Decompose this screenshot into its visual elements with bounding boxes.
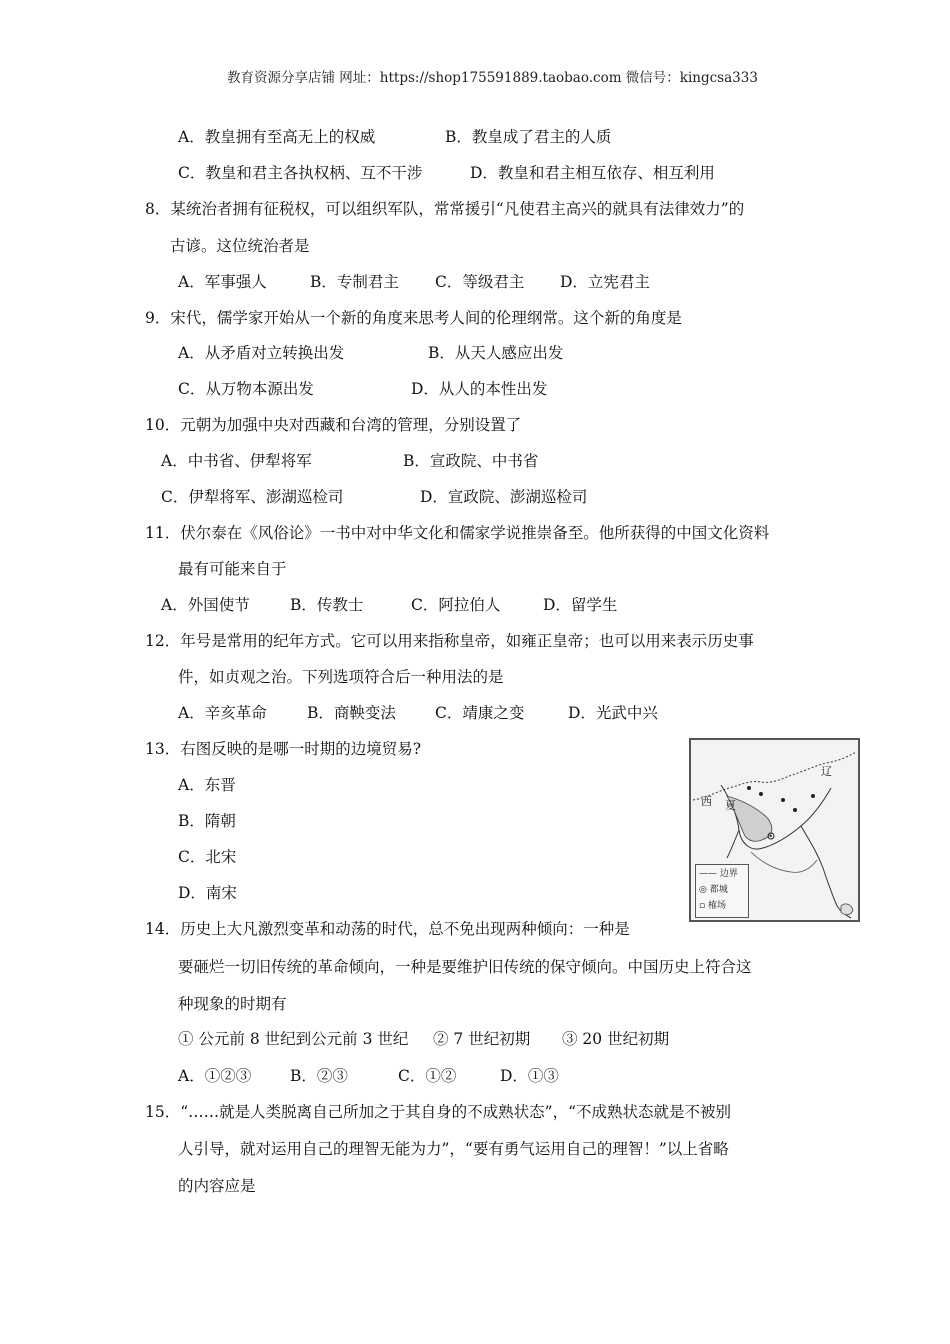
q10-option-d: D．宣政院、澎湖巡检司 (420, 488, 588, 506)
q7-option-c: C．教皇和君主各执权柄、互不干涉 (178, 164, 423, 182)
q15-stem-cont: 人引导，就对运用自己的理智无能为力”，“要有勇气运用自己的理智！”以上省略 (178, 1140, 729, 1158)
q12-option-d: D．光武中兴 (568, 704, 658, 722)
legend-border: —— 边界 (699, 869, 738, 879)
q7-option-a: A．教皇拥有至高无上的权威 (178, 128, 376, 146)
q8-option-c: C．等级君主 (435, 273, 525, 291)
q7-option-b: B．教皇成了君主的人质 (445, 128, 612, 146)
map-label-xi: 西 (701, 795, 712, 808)
q10-option-a: A．中书省、伊犁将军 (161, 452, 312, 470)
q10-option-c: C．伊犁将军、澎湖巡检司 (161, 488, 344, 506)
q14-item-3: ③ 20 世纪初期 (562, 1030, 670, 1048)
q12-option-b: B．商鞅变法 (307, 704, 396, 722)
q9-stem: 9．宋代，儒学家开始从一个新的角度来思考人间的伦理纲常。这个新的角度是 (145, 309, 682, 327)
legend-capital: ◎ 都城 (699, 885, 728, 895)
q13-option-d: D．南宋 (178, 884, 237, 902)
q13-stem: 13．右图反映的是哪一时期的边境贸易? (145, 740, 422, 758)
q9-option-c: C．从万物本源出发 (178, 380, 314, 398)
legend-trade-post: ▫ 榷场 (699, 901, 726, 911)
q8-option-a: A．军事强人 (178, 273, 267, 291)
q13-option-c: C．北宋 (178, 848, 237, 866)
q8-stem: 8．某统治者拥有征税权，可以组织军队，常常援引“凡使君主高兴的就具有法律效力”的 (145, 200, 745, 218)
q11-option-d: D．留学生 (543, 596, 618, 614)
q7-option-d: D．教皇和君主相互依存、相互利用 (470, 164, 715, 182)
q14-stem-cont-2: 种现象的时期有 (178, 995, 287, 1013)
q14-option-c: C．①② (398, 1067, 457, 1085)
q11-stem-cont: 最有可能来自于 (178, 560, 287, 578)
q13-option-a: A．东晋 (178, 776, 236, 794)
q15-stem: 15．“……就是人类脱离自己所加之于其自身的不成熟状态”，“不成熟状态就是不被别 (145, 1103, 731, 1121)
map-label-liao: 辽 (821, 765, 832, 778)
q14-item-2: ② 7 世纪初期 (433, 1030, 531, 1048)
q8-stem-cont: 古谚。这位统治者是 (170, 237, 310, 255)
q11-option-c: C．阿拉伯人 (411, 596, 501, 614)
q14-option-d: D．①③ (500, 1067, 559, 1085)
q12-stem: 12．年号是常用的纪年方式。它可以用来指称皇帝，如雍正皇帝；也可以用来表示历史事 (145, 632, 754, 650)
q14-stem: 14．历史上大凡激烈变革和动荡的时代，总不免出现两种倾向：一种是 (145, 920, 630, 938)
map-legend (695, 864, 749, 918)
q10-stem: 10．元朝为加强中央对西藏和台湾的管理，分别设置了 (145, 416, 522, 434)
q11-option-b: B．传教士 (290, 596, 364, 614)
q11-option-a: A．外国使节 (161, 596, 250, 614)
q9-option-b: B．从天人感应出发 (428, 344, 564, 362)
q10-option-b: B．宣政院、中书省 (403, 452, 539, 470)
q13-option-b: B．隋朝 (178, 812, 236, 830)
q15-stem-cont-2: 的内容应是 (178, 1177, 256, 1195)
song-border-map-figure (689, 738, 860, 922)
q14-option-a: A．①②③ (178, 1067, 252, 1085)
map-label-xia: 夏 (725, 799, 736, 812)
q14-item-1: ① 公元前 8 世纪到公元前 3 世纪 (178, 1030, 409, 1048)
q12-option-a: A．辛亥革命 (178, 704, 267, 722)
q8-option-b: B．专制君主 (310, 273, 399, 291)
q9-option-a: A．从矛盾对立转换出发 (178, 344, 345, 362)
q14-option-b: B．②③ (290, 1067, 348, 1085)
q9-option-d: D．从人的本性出发 (411, 380, 548, 398)
q11-stem: 11．伏尔泰在《风俗论》一书中对中华文化和儒家学说推崇备至。他所获得的中国文化资料 (145, 524, 770, 542)
q12-option-c: C．靖康之变 (435, 704, 525, 722)
q12-stem-cont: 件，如贞观之治。下列选项符合后一种用法的是 (178, 668, 504, 686)
q14-stem-cont: 要砸烂一切旧传统的革命倾向，一种是要维护旧传统的保守倾向。中国历史上符合这 (178, 958, 752, 976)
page-header: 教育资源分享店铺 网址：https://shop175591889.taobao.com 微信号：kingcsa333 (227, 70, 758, 86)
q8-option-d: D．立宪君主 (560, 273, 650, 291)
